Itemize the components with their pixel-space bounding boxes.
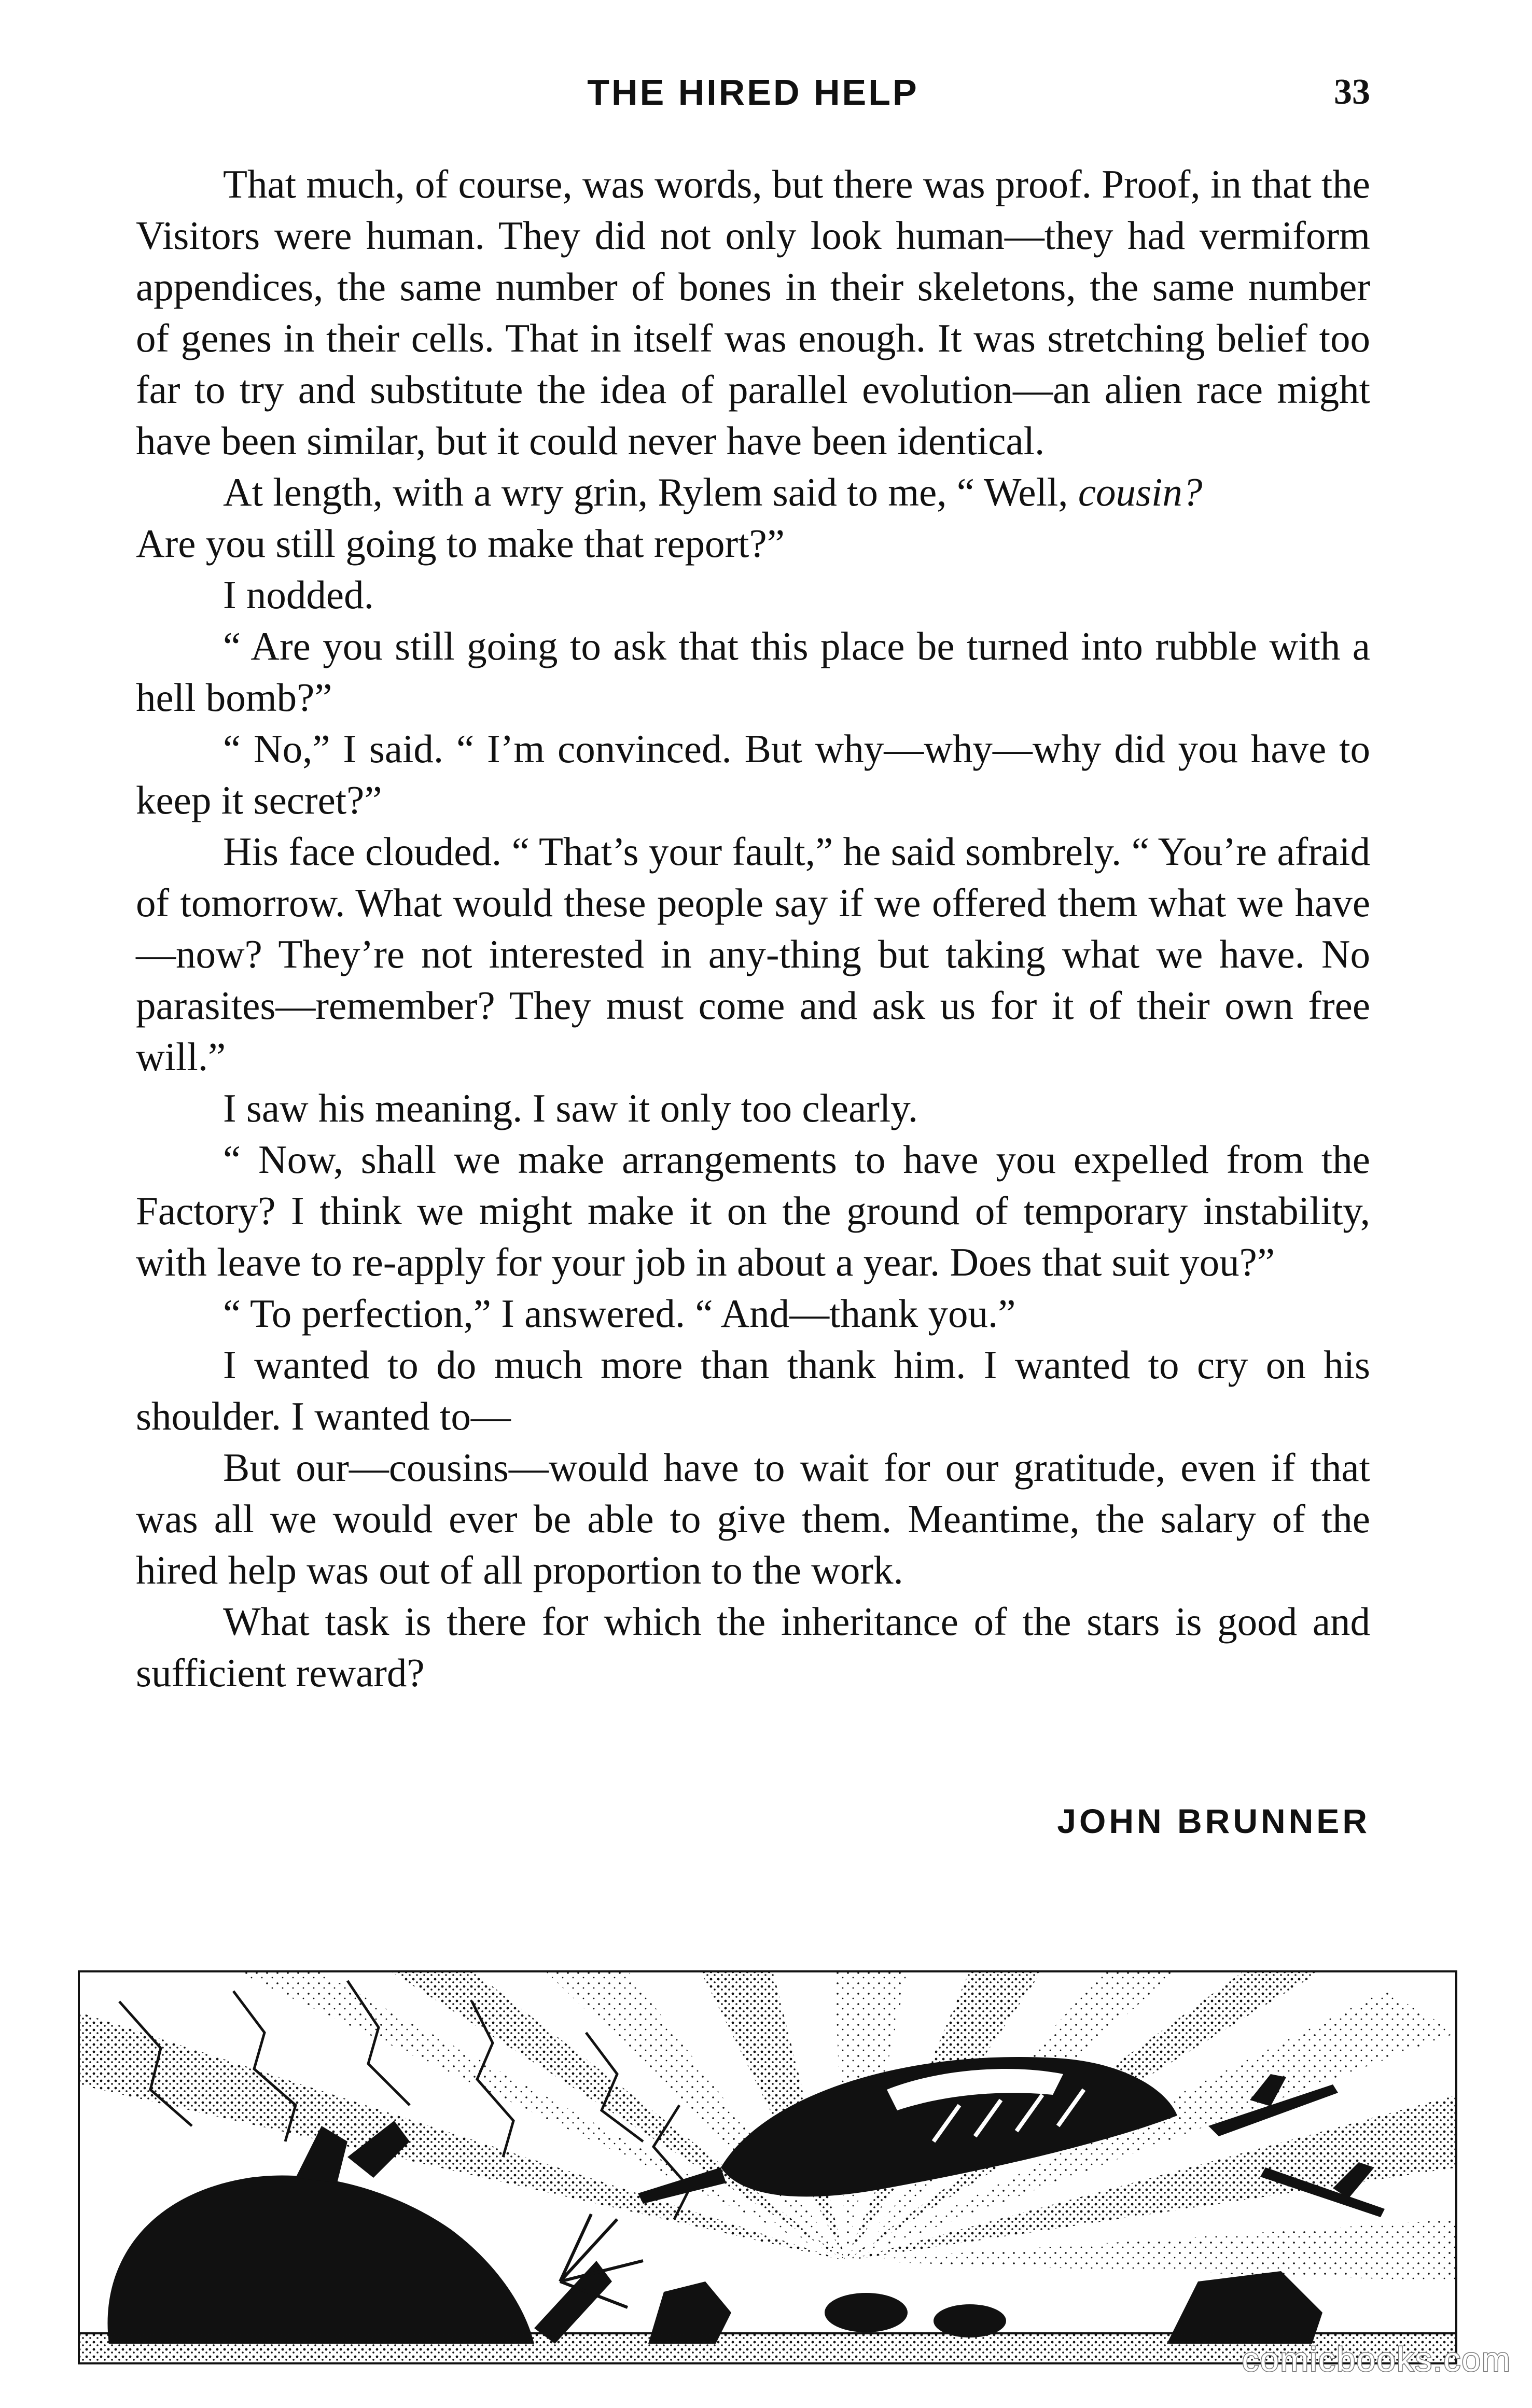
paragraph: His face clouded. “ That’s your fault,” he said sombrely. “ You’re afraid of tomorrow. What would these people say if we offered them what we have—now? They’re not interested in any-thing but taking what we have. No parasites—remember? They must come and ask us for it of their own free will.” xyxy=(136,829,1370,1079)
paragraph: “ Are you still going to ask that this place be turned into rubble with a hell bomb?” xyxy=(136,624,1370,720)
paragraph: “ Now, shall we make arrangements to have you expelled from the Factory? I think we might make it on the ground of temporary instability, with leave to re-apply for your job in about a year. Does that suit you?” xyxy=(136,1137,1370,1284)
paragraph: “ To perfection,” I answered. “ And—thank you.” xyxy=(223,1291,1016,1336)
watermark: comicbooks.com xyxy=(1242,2340,1511,2378)
running-head xyxy=(136,72,1370,113)
space-battle-illustration xyxy=(78,1970,1457,2364)
page-number: 33 xyxy=(1334,72,1370,112)
paragraph: But our—cousins—would have to wait for our gratitude, even if that was all we would ever be able to give them. Meantime, the salary of the hired help was out of all proportion to the work. xyxy=(136,1445,1370,1592)
running-title: THE HIRED HELP xyxy=(587,72,919,113)
paragraph: What task is there for which the inheritance of the stars is good and sufficient reward? xyxy=(136,1599,1370,1695)
author-byline: JOHN BRUNNER xyxy=(1057,1802,1370,1840)
paragraph-text: At length, with a wry grin, Rylem said to me, “ Well, xyxy=(223,470,1078,514)
wrecked-ship xyxy=(107,2121,612,2344)
paragraph: I nodded. xyxy=(223,572,374,617)
paragraph: “ No,” I said. “ I’m convinced. But why—why—why did you have to keep it secret?” xyxy=(136,726,1370,822)
story-text xyxy=(136,159,1370,1699)
paragraph xyxy=(136,467,1370,518)
emphasis-cousin: cousin? xyxy=(1078,470,1203,514)
paragraph: That much, of course, was words, but there was proof. Proof, in that the Visitors were human. They did not only look human—they had vermiform appendices, the same number of bones in their skeletons, the same number of genes in their cells. That in itself was enough. It was stretching belief too far to try and substitute the idea of parallel evolution—an alien race might have been similar, but it could never have been identical. xyxy=(136,162,1370,463)
paragraph: I wanted to do much more than thank him. I wanted to cry on his shoulder. I wanted to— xyxy=(136,1342,1370,1438)
paragraph: Are you still going to make that report?” xyxy=(136,521,785,566)
paragraph: I saw his meaning. I saw it only too clearly. xyxy=(223,1086,918,1130)
